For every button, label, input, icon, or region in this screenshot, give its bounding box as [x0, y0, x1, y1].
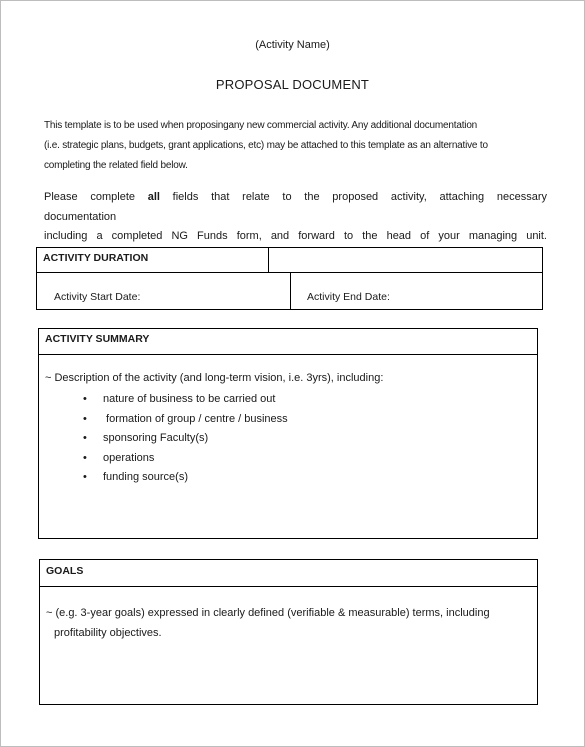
activity-summary-box — [38, 328, 538, 539]
activity-duration-table — [36, 247, 543, 310]
list-item — [83, 390, 288, 410]
instructions-paragraph — [44, 188, 547, 247]
instructions-line-1 — [44, 188, 547, 227]
bullet-icon: • — [83, 471, 87, 483]
goals-line-1: ~ (e.g. 3-year goals) expressed in clearly defined (verifiable & measurable) terms, including — [46, 607, 490, 619]
summary-list — [83, 390, 288, 488]
intro-line-3: completing the related field below. — [44, 160, 188, 171]
goals-text[interactable] — [46, 604, 530, 643]
duration-header-row — [37, 248, 542, 273]
end-date-field[interactable]: Activity End Date: — [307, 291, 390, 303]
summary-header: ACTIVITY SUMMARY — [39, 329, 537, 355]
intro-paragraph — [44, 116, 547, 176]
bullet-icon: • — [83, 412, 87, 425]
intro-line-2: (i.e. strategic plans, budgets, grant applications, etc) may be attached to this template as an alternative to — [44, 140, 488, 151]
instructions-text-end: fields that relate to the proposed activity, attaching necessary documentation — [44, 191, 547, 223]
list-item — [83, 468, 288, 488]
list-item — [83, 449, 288, 469]
duration-header: ACTIVITY DURATION — [43, 252, 149, 264]
column-divider — [268, 248, 269, 273]
list-item — [83, 429, 288, 449]
goals-line-2: profitability objectives. — [54, 626, 162, 639]
goals-header: GOALS — [40, 560, 537, 587]
list-item-text: sponsoring Faculty(s) — [103, 432, 209, 444]
instructions-bold-all: all — [147, 191, 160, 203]
goals-box — [39, 559, 538, 705]
instructions-line-2: including a completed NG Funds form, and forward to the head of your managing unit. — [44, 230, 547, 242]
activity-name: (Activity Name) — [255, 39, 330, 51]
bullet-icon: • — [83, 393, 87, 405]
bullet-icon: • — [83, 451, 87, 464]
list-item-text: funding source(s) — [103, 471, 188, 483]
page-title: PROPOSAL DOCUMENT — [215, 77, 370, 92]
start-date-field[interactable]: Activity Start Date: — [54, 291, 141, 303]
intro-line-1: This template is to be used when proposingany new commercial activity. Any additional documentation — [44, 120, 478, 131]
summary-description[interactable]: ~ Description of the activity (and long-term vision, i.e. 3yrs), including: — [45, 372, 384, 384]
bullet-icon: • — [83, 432, 87, 444]
list-item-text: formation of group / centre / business — [103, 412, 288, 425]
instructions-text-start: Please complete — [44, 191, 148, 203]
list-item — [83, 410, 288, 430]
list-item-text: operations — [103, 451, 155, 464]
list-item-text: nature of business to be carried out — [103, 393, 276, 405]
column-divider — [290, 273, 291, 310]
